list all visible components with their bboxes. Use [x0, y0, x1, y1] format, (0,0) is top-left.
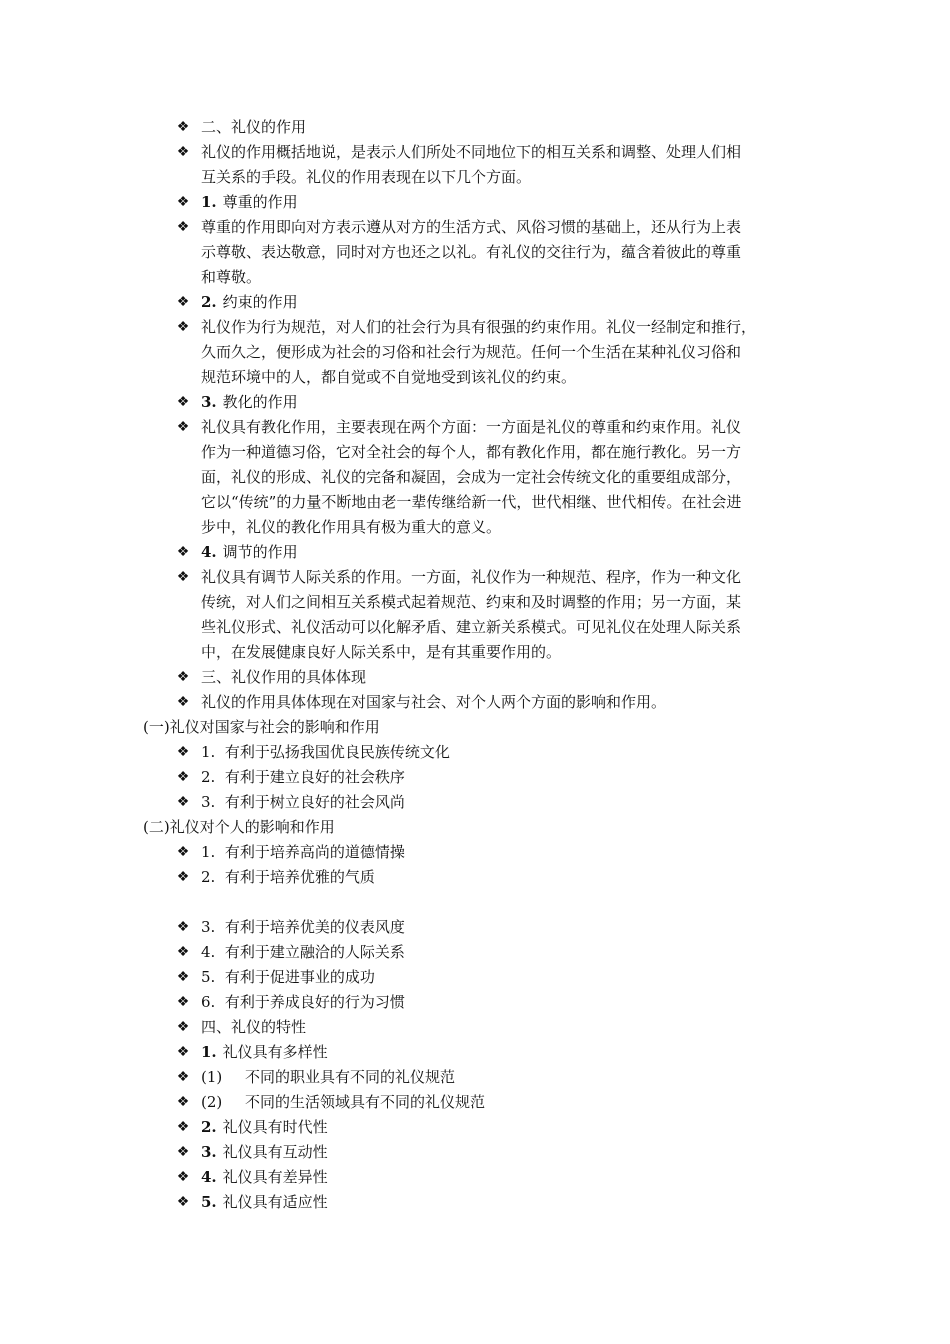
paragraph-line: 尊重的作用即向对方表示遵从对方的生活方式、风俗习惯的基础上，还从行为上表 [201, 218, 742, 236]
diamond-bullet-icon: ❖ [176, 769, 190, 785]
list-item-text: 4. 有利于建立融洽的人际关系 [201, 943, 405, 961]
paragraph-line: 礼仪的作用概括地说，是表示人们所处不同地位下的相互关系和调整、处理人们相 [201, 143, 742, 161]
paragraph-line: 久而久之，便形成为社会的习俗和社会行为规范。任何一个生活在某种礼仪习俗和 [201, 343, 742, 361]
paragraph-line: 中，在发展健康良好人际关系中，是有其重要作用的。 [201, 643, 562, 661]
diamond-bullet-icon: ❖ [176, 1169, 190, 1185]
item-heading: 礼仪具有适应性 [222, 1193, 328, 1211]
diamond-bullet-icon: ❖ [176, 1044, 190, 1060]
paragraph [201, 565, 813, 665]
list-item-text: 5. 有利于促进事业的成功 [201, 968, 375, 986]
paragraph-line: 作为一种道德习俗，它对全社会的每个人，都有教化作用，都在施行教化。另一方 [201, 443, 742, 461]
diamond-bullet-icon: ❖ [176, 1119, 190, 1135]
item-heading: 约束的作用 [222, 293, 298, 311]
diamond-bullet-icon: ❖ [176, 694, 190, 710]
paragraph-line: 礼仪具有教化作用，主要表现在两个方面：一方面是礼仪的尊重和约束作用。礼仪 [201, 418, 742, 436]
paragraph [201, 315, 813, 390]
item-number: 3. [201, 393, 217, 411]
paragraph-line: 它以“传统”的力量不断地由老一辈传继给新一代，世代相继、世代相传。在社会进 [201, 493, 742, 511]
item-heading: 礼仪具有时代性 [222, 1118, 328, 1136]
paragraph-line: 礼仪具有调节人际关系的作用。一方面，礼仪作为一种规范、程序，作为一种文化 [201, 568, 742, 586]
diamond-bullet-icon: ❖ [176, 1194, 190, 1210]
diamond-bullet-icon: ❖ [176, 794, 190, 810]
paragraph-line: 互关系的手段。礼仪的作用表现在以下几个方面。 [201, 168, 532, 186]
diamond-bullet-icon: ❖ [176, 669, 190, 685]
item-number: 2. [201, 293, 217, 311]
subsection-heading: (一)礼仪对国家与社会的影响和作用 [143, 718, 380, 736]
diamond-bullet-icon: ❖ [176, 544, 190, 560]
paragraph-line: 礼仪的作用具体体现在对国家与社会、对个人两个方面的影响和作用。 [201, 693, 667, 711]
diamond-bullet-icon: ❖ [176, 219, 190, 235]
paragraph-line: 传统，对人们之间相互关系模式起着规范、约束和及时调整的作用；另一方面，某 [201, 593, 742, 611]
item-heading: 礼仪具有多样性 [222, 1043, 328, 1061]
diamond-bullet-icon: ❖ [176, 119, 190, 135]
section-heading: 四、礼仪的特性 [201, 1018, 307, 1036]
paragraph-line: 规范环境中的人，都自觉或不自觉地受到该礼仪的约束。 [201, 368, 577, 386]
diamond-bullet-icon: ❖ [176, 144, 190, 160]
paragraph-line: 些礼仪形式、礼仪活动可以化解矛盾、建立新关系模式。可见礼仪在处理人际关系 [201, 618, 742, 636]
diamond-bullet-icon: ❖ [176, 844, 190, 860]
diamond-bullet-icon: ❖ [176, 919, 190, 935]
diamond-bullet-icon: ❖ [176, 319, 190, 335]
item-heading: 礼仪具有差异性 [222, 1168, 328, 1186]
item-number: (2) [201, 1093, 223, 1111]
paragraph-line: 面，礼仪的形成、礼仪的完备和凝固，会成为一定社会传统文化的重要组成部分， [201, 468, 742, 486]
item-number: 4. [201, 1168, 217, 1186]
list-item-text: 不同的职业具有不同的礼仪规范 [245, 1068, 456, 1086]
item-number: 5. [201, 1193, 217, 1211]
diamond-bullet-icon: ❖ [176, 1144, 190, 1160]
list-item-text: 3. 有利于培养优美的仪表风度 [201, 918, 405, 936]
paragraph-line: 礼仪作为行为规范，对人们的社会行为具有很强的约束作用。礼仪一经制定和推行， [201, 318, 757, 336]
list-item-text: 1. 有利于弘扬我国优良民族传统文化 [201, 743, 450, 761]
item-number: 1. [201, 193, 217, 211]
list-item-text: 不同的生活领域具有不同的礼仪规范 [245, 1093, 486, 1111]
diamond-bullet-icon: ❖ [176, 394, 190, 410]
section-heading: 三、礼仪作用的具体体现 [201, 668, 367, 686]
diamond-bullet-icon: ❖ [176, 994, 190, 1010]
section-heading: 二、礼仪的作用 [201, 118, 307, 136]
paragraph [201, 415, 813, 540]
item-heading: 调节的作用 [222, 543, 298, 561]
list-item-text: 6. 有利于养成良好的行为习惯 [201, 993, 405, 1011]
paragraph [201, 140, 813, 190]
list-item-text: 2. 有利于培养优雅的气质 [201, 868, 375, 886]
diamond-bullet-icon: ❖ [176, 1094, 190, 1110]
diamond-bullet-icon: ❖ [176, 1019, 190, 1035]
paragraph-line: 步中，礼仪的教化作用具有极为重大的意义。 [201, 518, 502, 536]
list-item-text: 3. 有利于树立良好的社会风尚 [201, 793, 405, 811]
diamond-bullet-icon: ❖ [176, 1069, 190, 1085]
paragraph-line: 和尊敬。 [201, 268, 262, 286]
diamond-bullet-icon: ❖ [176, 194, 190, 210]
item-number: 3. [201, 1143, 217, 1161]
diamond-bullet-icon: ❖ [176, 419, 190, 435]
item-number: (1) [201, 1068, 223, 1086]
item-number: 1. [201, 1043, 217, 1061]
list-item-text: 2. 有利于建立良好的社会秩序 [201, 768, 405, 786]
item-heading: 尊重的作用 [222, 193, 298, 211]
diamond-bullet-icon: ❖ [176, 744, 190, 760]
item-heading: 教化的作用 [222, 393, 298, 411]
list-item-text: 1. 有利于培养高尚的道德情操 [201, 843, 405, 861]
item-number: 4. [201, 543, 217, 561]
diamond-bullet-icon: ❖ [176, 294, 190, 310]
paragraph-line: 示尊敬、表达敬意，同时对方也还之以礼。有礼仪的交往行为，蕴含着彼此的尊重 [201, 243, 742, 261]
item-number: 2. [201, 1118, 217, 1136]
diamond-bullet-icon: ❖ [176, 569, 190, 585]
item-heading: 礼仪具有互动性 [222, 1143, 328, 1161]
diamond-bullet-icon: ❖ [176, 944, 190, 960]
diamond-bullet-icon: ❖ [176, 969, 190, 985]
paragraph [201, 215, 813, 290]
diamond-bullet-icon: ❖ [176, 869, 190, 885]
subsection-heading: (二)礼仪对个人的影响和作用 [143, 818, 335, 836]
